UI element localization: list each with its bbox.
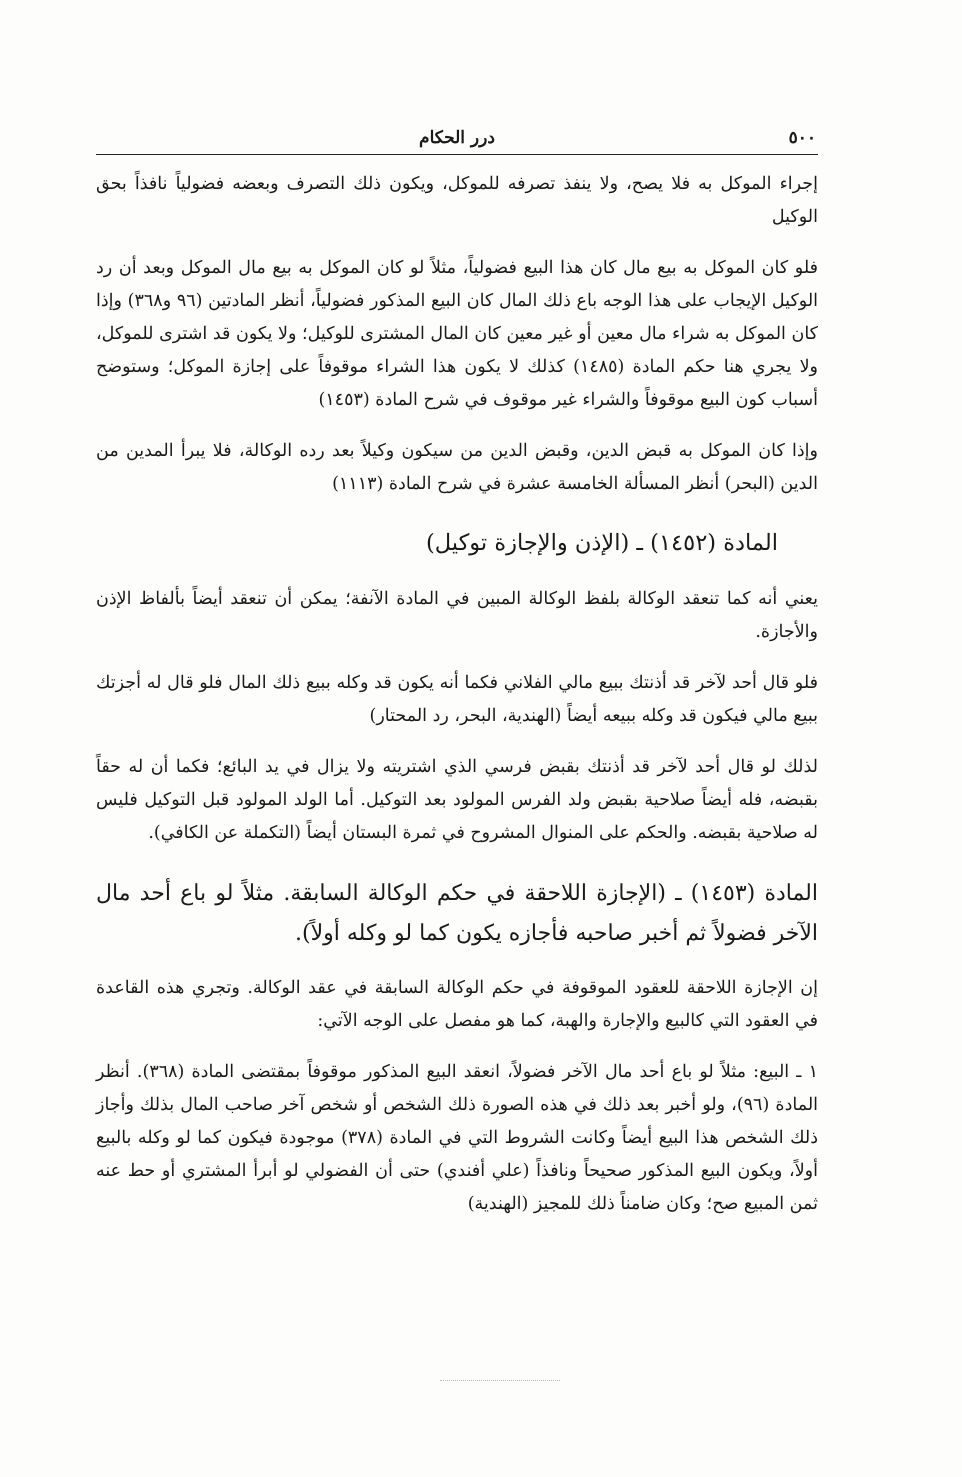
paragraph: إن الإجازة اللاحقة للعقود الموقوفة في حكم الوكالة السابقة في عقد الوكالة. وتجري هذه القاعدة في العقود التي كالبيع والإجارة والهبة، كما هو مفصل على الوجه الآتي:	[96, 978, 818, 1031]
paragraph: يعني أنه كما تنعقد الوكالة بلفظ الوكالة المبين في المادة الآنفة؛ يمكن أن تنعقد أيضاً بألفاظ الإذن والأجازة.	[96, 589, 818, 642]
page-number: ٥٠٠	[788, 128, 816, 148]
header-rule	[96, 154, 818, 155]
article-heading: المادة (١٤٥٣) ـ (الإجازة اللاحقة في حكم الوكالة السابقة. مثلاً لو باع أحد مال الآخر فضولاً ثم أخبر صاحبه فأجازه يكون كما لو وكله أولاً).	[96, 881, 818, 946]
scan-artifact	[440, 1380, 560, 1381]
paragraph: فلو قال أحد لآخر قد أذنتك ببيع مالي الفلاني فكما أنه يكون قد وكله ببيع ذلك المال فلو قال له أجزتك ببيع مالي فيكون قد وكله ببيعه أيضاً (الهندية، البحر، رد المحتار)	[96, 673, 818, 726]
paragraph: وإذا كان الموكل به قبض الدين، وقبض الدين من سيكون وكيلاً بعد رده الوكالة، فلا يبرأ المدين من الدين (البحر) أنظر المسألة الخامسة عشرة في شرح المادة (١١١٣)	[96, 441, 818, 494]
page-body	[96, 168, 818, 1239]
paragraph: ١ ـ البيع: مثلاً لو باع أحد مال الآخر فضولاً، انعقد البيع المذكور موقوفاً بمقتضى المادة (٣٦٨). أنظر المادة (٩٦)، ولو أخبر بعد ذلك في هذه الصورة ذلك الشخص أو شخص آخر صاحب المال بذلك وأجاز ذلك الشخص هذا البيع أيضاً وكانت الشروط التي في المادة (٣٧٨) موجودة فيكون كما لو وكله بالبيع أولاً، ويكون البيع المذكور صحيحاً ونافذاً (علي أفندي) حتى أن الفضولي لو أبرأ المشتري أو حط عنه ثمن المبيع صح؛ وكان ضامناً ذلك للمجيز (الهندية)	[96, 1062, 819, 1214]
running-title: درر الحكام	[419, 128, 495, 148]
article-heading: المادة (١٤٥٢) ـ (الإذن والإجازة توكيل)	[425, 530, 778, 556]
paragraph: فلو كان الموكل به بيع مال كان هذا البيع فضولياً، مثلاً لو كان الموكل به بيع مال الموكل وبعد أن رد الوكيل الإيجاب على هذا الوجه باع ذلك المال كان البيع المذكور فضولياً، أنظر المادتين (٩٦ و٣٦٨) وإذا كان الموكل به شراء مال معين أو غير معين كان المال المشترى للوكيل؛ ولا يكون قد اشترى للموكل، ولا يجري هنا حكم المادة (١٤٨٥) كذلك لا يكون هذا الشراء موقوفاً على إجازة الموكل؛ وستوضح أسباب كون البيع موقوفاً والشراء غير موقوف في شرح المادة (١٤٥٣)	[96, 258, 819, 410]
running-header	[96, 124, 818, 154]
paragraph: إجراء الموكل به فلا يصح، ولا ينفذ تصرفه للموكل، ويكون ذلك التصرف وبعضه فضولياً نافذاً بحق الوكيل	[96, 174, 818, 227]
paragraph: لذلك لو قال أحد لآخر قد أذنتك بقبض فرسي الذي اشتريته ولا يزال في يد البائع؛ فكما أن له حقاً بقبضه، فله أيضاً صلاحية بقبض ولد الفرس المولود بعد التوكيل. أما الولد المولود قبل التوكيل فليس له صلاحية بقبضه. والحكم على المنوال المشروح في ثمرة البستان أيضاً (التكملة عن الكافي).	[96, 757, 818, 843]
